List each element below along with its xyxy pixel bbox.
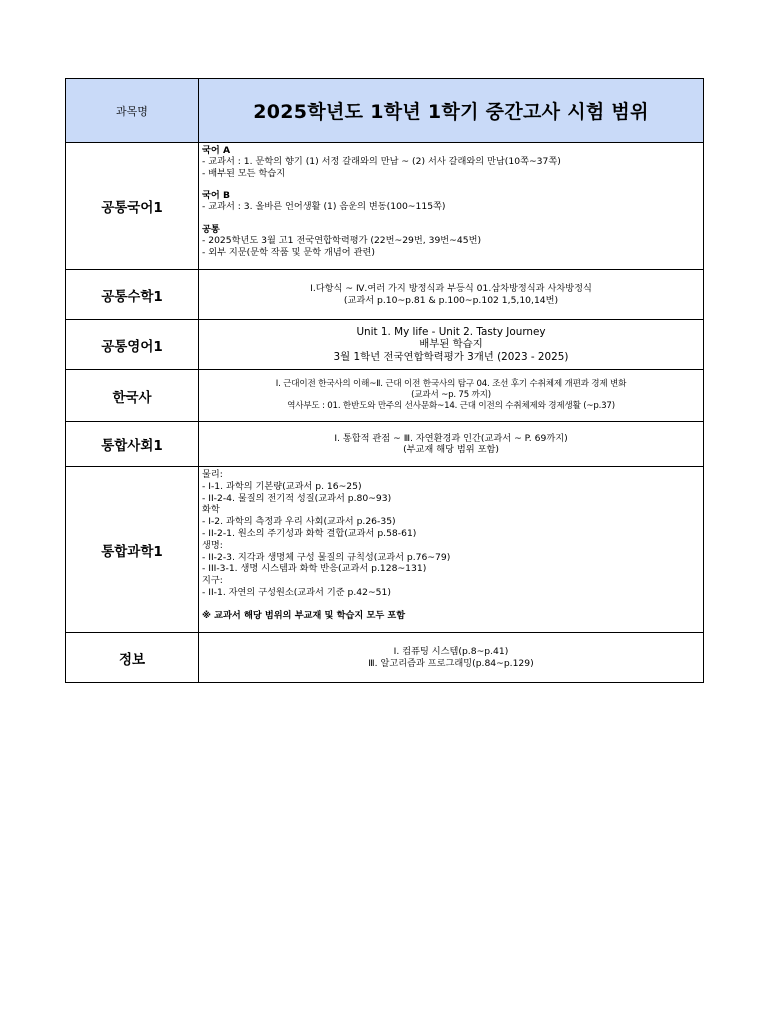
range-line: 물리: <box>202 469 223 480</box>
range-line: (교과서 ~p. 75 까지) <box>411 389 491 400</box>
range-line: Ⅰ. 근대이전 한국사의 이해~Ⅱ. 근대 이전 한국사의 탐구 04. 조선 후기 수취체제 개편과 경제 변화 <box>275 378 627 389</box>
range-line: Ⅰ. 컴퓨팅 시스템(p.8~p.41) <box>393 646 509 658</box>
table-row-informatics <box>66 633 704 683</box>
table-row-science <box>66 467 704 633</box>
range-line: 배부된 학습지 <box>419 338 483 351</box>
range-cell <box>199 422 704 467</box>
range-line: Ⅰ. 통합적 관점 ~ Ⅲ. 자연환경과 인간(교과서 ~ P. 69까지) <box>334 432 568 444</box>
range-line: - 외부 지문(문학 작품 및 문학 개념어 관련) <box>202 246 375 258</box>
table-row-social <box>66 422 704 467</box>
range-line: Ⅰ.다항식 ~ Ⅳ.여러 가지 방정식과 부등식 01.삼차방정식과 사차방정식 <box>310 283 592 295</box>
range-line: (부교재 해당 범위 포함) <box>403 444 499 455</box>
range-line: - II-2-1. 원소의 주기성과 화학 결합(교과서 p.58-61) <box>202 527 417 539</box>
header-row <box>66 79 704 143</box>
blank-line <box>202 599 700 610</box>
range-cell <box>199 270 704 320</box>
range-line: Ⅲ. 알고리즘과 프로그래밍(p.84~p.129) <box>368 657 534 669</box>
range-line: 3월 1학년 전국연합학력평가 3개년 (2023 - 2025) <box>333 350 569 363</box>
subject-name: 통합과학1 <box>66 467 199 633</box>
table-row-korean <box>66 143 704 270</box>
subject-name: 한국사 <box>66 370 199 422</box>
range-line: - 교과서 : 1. 문학의 향기 (1) 서정 갈래와의 만남 ~ (2) 서사 갈래와의 만남(10쪽~37쪽) <box>202 156 561 168</box>
range-cell <box>199 370 704 422</box>
range-line: - II-2-4. 물질의 전기적 성질(교과서 p.80~93) <box>202 492 392 504</box>
subject-name: 통합사회1 <box>66 422 199 467</box>
range-line: (교과서 p.10~p.81 & p.100~p.102 1,5,10,14번) <box>343 294 559 306</box>
table-row-math <box>66 270 704 320</box>
range-line: - II-1. 자연의 구성원소(교과서 기준 p.42~51) <box>202 586 391 598</box>
range-line: - 2025학년도 3월 고1 전국연합학력평가 (22번~29번, 39번~45번) <box>202 235 482 247</box>
range-line: 국어 A <box>202 145 231 156</box>
range-line: 화학 <box>202 504 220 516</box>
page-title: 2025학년도 1학년 1학기 중간고사 시험 범위 <box>199 79 704 143</box>
blank-line <box>202 179 700 190</box>
range-line: 공통 <box>202 224 220 236</box>
range-note: ※ 교과서 해당 범위의 부교재 및 학습지 모두 포함 <box>202 610 406 622</box>
range-cell <box>199 143 704 270</box>
exam-range-table <box>65 78 704 683</box>
subject-column-header: 과목명 <box>66 79 199 143</box>
range-line: 지구: <box>202 575 223 587</box>
subject-name: 공통국어1 <box>66 143 199 270</box>
range-line: - II-2-3. 지각과 생명체 구성 물질의 규칙성(교과서 p.76~79) <box>202 551 451 563</box>
table-row-korean-history <box>66 370 704 422</box>
range-cell <box>199 633 704 683</box>
subject-name: 공통영어1 <box>66 320 199 370</box>
blank-line <box>202 213 700 224</box>
range-line: 역사부도 : 01. 한반도와 만주의 선사문화~14. 근대 이전의 수취체제와 경제생활 (~p.37) <box>287 401 615 412</box>
subject-name: 정보 <box>66 633 199 683</box>
range-line: 생명: <box>202 539 223 551</box>
range-cell <box>199 320 704 370</box>
range-line: Unit 1. My life - Unit 2. Tasty Journey <box>356 325 546 338</box>
range-line: - I-1. 과학의 기본량(교과서 p. 16~25) <box>202 480 362 492</box>
subject-name: 공통수학1 <box>66 270 199 320</box>
range-line: - 배부된 모든 학습지 <box>202 167 286 179</box>
range-line: - I-2. 과학의 측정과 우리 사회(교과서 p.26-35) <box>202 516 396 528</box>
range-cell <box>199 467 704 633</box>
table-row-english <box>66 320 704 370</box>
range-line: - 교과서 : 3. 올바른 언어생활 (1) 음운의 변동(100~115쪽) <box>202 201 446 213</box>
range-line: - III-3-1. 생명 시스템과 화학 반응(교과서 p.128~131) <box>202 563 427 575</box>
range-line: 국어 B <box>202 190 230 202</box>
